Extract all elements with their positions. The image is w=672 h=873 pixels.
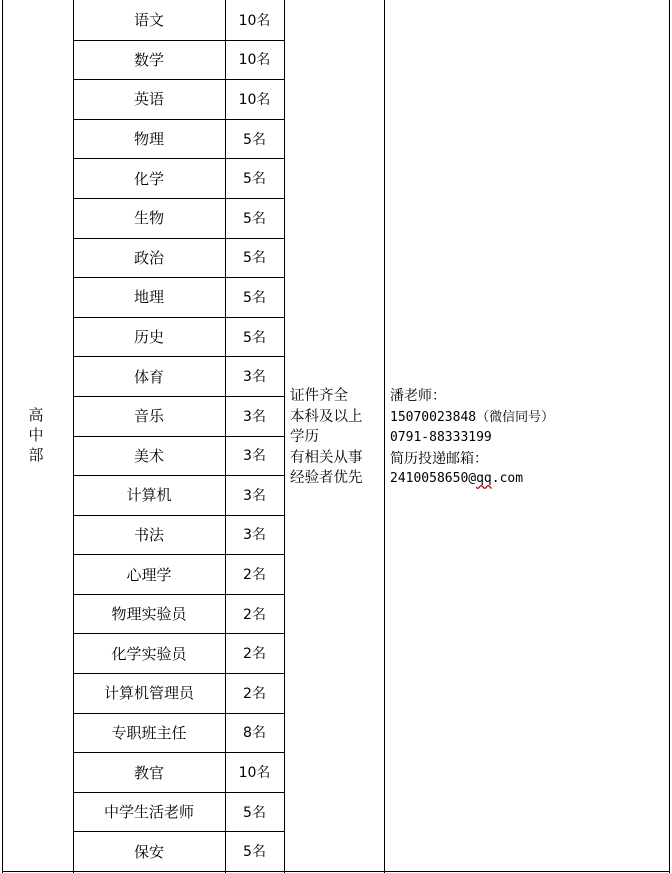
table-row — [73, 713, 284, 753]
requirement-line: 有相关从事 — [290, 449, 363, 466]
subject-cell: 音乐 — [133, 407, 164, 426]
count-cell: 10名 — [238, 52, 271, 69]
subject-cell: 化学 — [133, 169, 164, 188]
subject-cell: 专职班主任 — [111, 723, 187, 742]
requirement-line: 本科及以上 — [290, 408, 363, 425]
row-divider — [73, 79, 285, 80]
count-cell: 10名 — [238, 12, 271, 29]
subject-cell: 心理学 — [126, 565, 172, 584]
subject-cell: 数学 — [133, 50, 164, 69]
department-label — [24, 405, 48, 465]
subject-cell: 政治 — [133, 248, 164, 267]
table-border-bottom — [2, 871, 670, 872]
subject-cell: 体育 — [133, 367, 164, 386]
subject-cell: 教官 — [133, 763, 164, 782]
subject-cell: 书法 — [133, 525, 164, 544]
table-row — [73, 594, 284, 634]
subject-cell: 保安 — [133, 842, 164, 861]
table-row — [73, 40, 284, 80]
email-label: 简历投递邮箱： — [390, 450, 488, 467]
department-char: 高 — [28, 406, 44, 424]
table-row — [73, 277, 284, 317]
subject-cell: 化学实验员 — [111, 644, 187, 663]
row-divider — [73, 40, 285, 41]
table-row — [73, 673, 284, 713]
contact-info — [390, 386, 670, 490]
subject-cell: 物理实验员 — [111, 605, 187, 624]
table-row — [73, 0, 284, 40]
subject-cell: 美术 — [133, 446, 164, 465]
column-divider — [384, 0, 385, 873]
count-cell: 10名 — [238, 765, 271, 781]
subject-cell: 中学生活老师 — [103, 803, 194, 822]
count-cell: 5名 — [243, 329, 266, 346]
row-divider — [73, 277, 285, 278]
table-row — [73, 79, 284, 119]
table-row — [73, 396, 284, 436]
count-cell: 3名 — [243, 408, 266, 425]
row-divider — [73, 396, 285, 397]
count-cell: 2名 — [243, 685, 266, 702]
table-row — [73, 752, 284, 792]
row-divider — [73, 356, 285, 357]
count-cell: 5名 — [243, 171, 266, 188]
row-divider — [73, 792, 285, 793]
requirement-line: 经验者优先 — [290, 470, 363, 486]
contact-tel: 0791-88333199 — [390, 430, 492, 445]
row-divider — [73, 198, 285, 199]
subject-cell: 历史 — [133, 328, 164, 346]
table-row — [73, 831, 284, 871]
table-border-left — [2, 0, 3, 873]
subject-cell: 计算机管理员 — [103, 684, 194, 703]
count-cell: 5名 — [243, 250, 266, 267]
row-divider — [73, 515, 285, 516]
table-row — [73, 436, 284, 476]
table-row — [73, 515, 284, 555]
email-user: 2410058650@ — [390, 471, 477, 486]
email-tld: .com — [491, 471, 524, 486]
phone-number: 15070023848（微信同号） — [390, 409, 555, 425]
count-cell: 3名 — [243, 448, 266, 465]
count-cell: 5名 — [243, 131, 266, 148]
count-cell: 3名 — [243, 369, 266, 386]
row-divider — [73, 752, 285, 753]
count-cell: 2名 — [243, 567, 266, 584]
table-row — [73, 475, 284, 515]
row-divider — [73, 554, 285, 555]
table-row — [73, 633, 284, 673]
row-divider — [73, 475, 285, 476]
row-divider — [73, 158, 285, 159]
table-row — [73, 119, 284, 159]
table-row — [73, 238, 284, 278]
table-row — [73, 158, 284, 198]
count-cell: 10名 — [238, 91, 271, 108]
row-divider — [73, 713, 285, 714]
row-divider — [73, 436, 285, 437]
row-divider — [73, 594, 285, 595]
requirement-line: 证件齐全 — [290, 388, 348, 404]
count-cell: 5名 — [243, 210, 266, 227]
count-cell: 3名 — [243, 527, 266, 544]
contact-name: 潘老师： — [390, 388, 446, 404]
count-cell: 2名 — [243, 606, 266, 623]
row-divider — [73, 673, 285, 674]
subject-cell: 计算机 — [126, 486, 172, 505]
count-cell: 5名 — [243, 844, 266, 861]
table-row — [73, 317, 284, 357]
department-char: 部 — [28, 446, 44, 464]
count-cell: 2名 — [243, 646, 266, 663]
table-row — [73, 554, 284, 594]
subject-cell: 语文 — [133, 11, 164, 30]
email-domain: qq — [476, 471, 492, 486]
table-row — [73, 356, 284, 396]
subject-cell: 地理 — [133, 288, 164, 307]
subject-cell: 英语 — [133, 90, 164, 109]
row-divider — [73, 633, 285, 634]
department-char: 中 — [28, 426, 44, 444]
row-divider — [73, 317, 285, 318]
table-row — [73, 792, 284, 832]
table-row — [73, 198, 284, 238]
contact-phone — [390, 407, 670, 429]
count-cell: 5名 — [243, 289, 266, 306]
count-cell: 5名 — [243, 804, 266, 821]
count-cell: 3名 — [243, 487, 266, 504]
subject-cell: 生物 — [133, 209, 164, 228]
requirements-text — [290, 386, 382, 489]
row-divider — [73, 119, 285, 120]
email-address — [390, 469, 670, 490]
subject-cell: 物理 — [133, 130, 164, 149]
requirement-line: 学历 — [290, 429, 319, 445]
row-divider — [73, 238, 285, 239]
count-cell: 8名 — [243, 725, 266, 742]
row-divider — [73, 831, 285, 832]
